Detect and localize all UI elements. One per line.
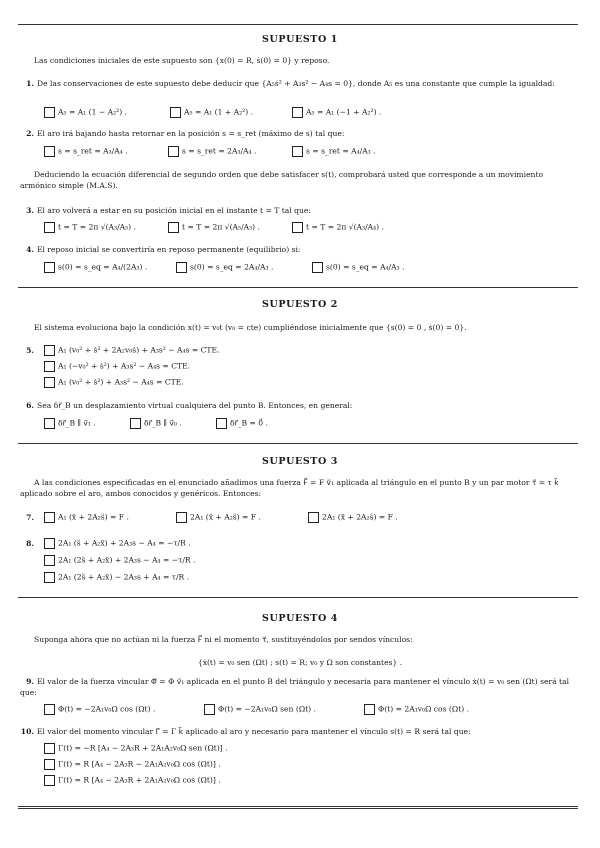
option-text: s(0) = s_eq = A₄/A₃ .: [326, 262, 405, 272]
option-7a[interactable]: [44, 511, 129, 523]
question-number: 7.: [26, 513, 34, 522]
question-number: 6.: [26, 401, 34, 410]
section-divider: [18, 443, 578, 444]
question-text: El valor de la fuerza vincular Φ⃗ = Φ v⃗₁ aplicada en el punto B del triángulo y necesaria para mantener el vínculo ẋ(t) = v₀ sen (Ωt) será tal que:: [20, 677, 570, 697]
option-text: Γ(t) = −R [A₄ − 2A₃R + 2A₁A₂v₀Ω sen (Ωt)] .: [58, 743, 228, 753]
option-6c[interactable]: [216, 417, 268, 429]
question-6: [20, 400, 575, 411]
checkbox[interactable]: [216, 418, 227, 429]
section-intro: El sistema evoluciona bajo la condición x(t) = v₀t (v₀ = cte) cumpliéndose inicialmente que {s(0) = 0 , ṡ(0) = 0}.: [34, 323, 467, 332]
option-text: A₁ (−v₀² + ṡ²) + A₃s² − A₄s = CTE.: [58, 361, 191, 371]
question-number: 1.: [26, 79, 34, 88]
section-divider: [18, 287, 578, 288]
checkbox[interactable]: [292, 107, 303, 118]
checkbox[interactable]: [44, 345, 55, 356]
question-9: [20, 676, 575, 698]
question-number: 9.: [26, 677, 34, 686]
option-2c[interactable]: [292, 145, 376, 157]
option-8a[interactable]: [44, 537, 191, 549]
checkbox[interactable]: [312, 262, 323, 273]
checkbox[interactable]: [176, 262, 187, 273]
option-4b[interactable]: [176, 261, 273, 273]
checkbox[interactable]: [44, 361, 55, 372]
checkbox[interactable]: [168, 222, 179, 233]
checkbox[interactable]: [292, 222, 303, 233]
checkbox[interactable]: [176, 512, 187, 523]
question-10: [20, 726, 575, 737]
option-text: s = s_ret = 2A₃/A₄ .: [182, 146, 257, 156]
section-intro: Las condiciones iniciales de este supuesto son {x(0) = R, ṡ(0) = 0} y reposo.: [34, 56, 330, 65]
question-number: 4.: [26, 245, 34, 254]
question-text: El reposo inicial se convertiría en reposo permanente (equilibrio) si:: [37, 245, 301, 254]
section-divider: [18, 24, 578, 25]
question-1: [20, 78, 575, 89]
section-intro: A las condiciones especificadas en el enunciado añadimos una fuerza F⃗ = F v⃗₁ aplicada al triángulo en el punto B y un par motor τ⃗ = τ k⃗ aplicado sobre el aro, ambos conocidos y genéricos. Entonces:: [20, 478, 559, 498]
question-2: [20, 128, 575, 139]
option-text: A₁ (v₀² + ṡ² + 2A₂v₀ṡ) + A₃s² − A₄s = CTE.: [58, 345, 220, 355]
option-7b[interactable]: [176, 511, 261, 523]
option-text: Φ(t) = 2A₁v₀Ω cos (Ωt) .: [378, 704, 470, 714]
option-text: Γ(t) = R [A₄ − 2A₃R + 2A₁A₂v₀Ω cos (Ωt)] .: [58, 775, 221, 785]
option-text: A₅ = A₁ (−1 + A₂²) .: [306, 107, 382, 117]
option-4a[interactable]: [44, 261, 147, 273]
question-text: El valor del momento vincular Γ⃗ = Γ k⃗ aplicado al aro y necesario para mantener el vínculo s(t) = R será tal que:: [37, 727, 471, 736]
option-text: s = s_ret = A₃/A₄ .: [58, 146, 128, 156]
question-text: El aro irá bajando hasta retornar en la posición s = s_ret (máximo de s) tal que:: [37, 129, 345, 138]
option-3a[interactable]: [44, 221, 136, 233]
checkbox[interactable]: [44, 146, 55, 157]
question-text: Sea δr⃗_B un desplazamiento virtual cualquiera del punto B. Entonces, en general:: [37, 401, 353, 410]
question-number: 5.: [26, 346, 34, 355]
section-divider: [18, 597, 578, 598]
option-10a[interactable]: [44, 742, 228, 754]
option-text: δr⃗_B = 0⃗ .: [230, 418, 268, 428]
checkbox[interactable]: [44, 704, 55, 715]
option-6b[interactable]: [130, 417, 182, 429]
checkbox[interactable]: [44, 512, 55, 523]
option-10c[interactable]: [44, 774, 221, 786]
option-8b[interactable]: [44, 554, 195, 566]
option-text: s(0) = s_eq = A₄/(2A₃) .: [58, 262, 148, 272]
option-9c[interactable]: [364, 703, 469, 715]
option-text: Φ(t) = −2A₁v₀Ω sen (Ωt) .: [218, 704, 316, 714]
question-number: 3.: [26, 206, 34, 215]
option-3b[interactable]: [168, 221, 260, 233]
option-text: Φ(t) = −2A₁v₀Ω cos (Ωt) .: [58, 704, 156, 714]
option-text: 2A₁ (s̈ + A₂ẍ) + 2A₃s − A₄ = −τ/R .: [58, 538, 191, 548]
checkbox[interactable]: [44, 775, 55, 786]
option-4c[interactable]: [312, 261, 405, 273]
checkbox[interactable]: [44, 743, 55, 754]
checkbox[interactable]: [130, 418, 141, 429]
option-5b[interactable]: [44, 360, 190, 372]
option-1b[interactable]: [170, 106, 253, 118]
option-text: t = T = 2π √(A₃/A₅) .: [58, 222, 136, 232]
checkbox[interactable]: [292, 146, 303, 157]
option-text: A₅ = A₁ (1 − A₂²) .: [58, 107, 128, 117]
option-6a[interactable]: [44, 417, 96, 429]
checkbox[interactable]: [364, 704, 375, 715]
option-text: 2A₁ (ẍ + A₂s̈) = F .: [190, 512, 261, 522]
option-10b[interactable]: [44, 758, 221, 770]
option-7c[interactable]: [308, 511, 398, 523]
option-text: 2A₁ (ẍ + 2A₂s̈) = F .: [322, 512, 398, 522]
option-5c[interactable]: [44, 376, 184, 388]
option-text: 2A₁ (2s̈ + A₂ẍ) − 2A₃s + A₄ = τ/R .: [58, 572, 190, 582]
option-text: A₁ (v₀² + ṡ²) + A₃s² − A₄s = CTE.: [58, 377, 184, 387]
question-text: De las conservaciones de este supuesto debe deducir que {A₅ṡ² + A₃s² − A₄s = 0}, donde A₅ es una constante que cumple la igualdad:: [37, 79, 555, 88]
question-number: 8.: [26, 539, 34, 548]
checkbox[interactable]: [44, 555, 55, 566]
option-text: Γ(t) = R [A₄ − 2A₃R − 2A₁A₂v₀Ω cos (Ωt)] .: [58, 759, 221, 769]
section-intro: Suponga ahora que no actúan ni la fuerza F⃗ ni el momento τ⃗, sustituyéndolos por sendos vínculos:: [34, 635, 413, 644]
checkbox[interactable]: [44, 377, 55, 388]
question-number: 10.: [20, 727, 34, 736]
checkbox[interactable]: [44, 538, 55, 549]
section-title: SUPUESTO 2: [262, 299, 338, 310]
checkbox[interactable]: [204, 704, 215, 715]
option-text: t = T = 2π √(A₃/A₄) .: [306, 222, 384, 232]
checkbox[interactable]: [168, 146, 179, 157]
checkbox[interactable]: [44, 107, 55, 118]
option-2a[interactable]: [44, 145, 128, 157]
option-3c[interactable]: [292, 221, 384, 233]
option-8c[interactable]: [44, 571, 189, 583]
option-text: δr⃗_B ∥ v⃗₀ .: [144, 418, 182, 428]
question-3: [20, 205, 575, 216]
checkbox[interactable]: [170, 107, 181, 118]
checkbox[interactable]: [44, 418, 55, 429]
checkbox[interactable]: [44, 222, 55, 233]
option-text: s(0) = s_eq = 2A₄/A₃ .: [190, 262, 274, 272]
question-4: [20, 244, 575, 255]
option-1a[interactable]: [44, 106, 127, 118]
option-text: δr⃗_B ∥ v⃗₁ .: [58, 418, 96, 428]
option-2b[interactable]: [168, 145, 256, 157]
section-title: SUPUESTO 1: [262, 34, 338, 45]
checkbox[interactable]: [44, 759, 55, 770]
section-paragraph: Deduciendo la ecuación diferencial de segundo orden que debe satisfacer s(t), comprobará usted que corresponde a un movimiento armónico simple (M.A.S).: [20, 170, 544, 190]
checkbox[interactable]: [44, 572, 55, 583]
option-5a[interactable]: [44, 344, 219, 356]
question-number: 2.: [26, 129, 34, 138]
question-text: El aro volverá a estar en su posición inicial en el instante t = T tal que:: [37, 206, 311, 215]
checkbox[interactable]: [308, 512, 319, 523]
constraint-equation: {ẋ(t) = v₀ sen (Ωt) ; s(t) = R; v₀ y Ω son constantes} .: [197, 658, 403, 667]
option-9b[interactable]: [204, 703, 316, 715]
page-end-divider: [18, 806, 578, 809]
option-1c[interactable]: [292, 106, 381, 118]
option-text: A₅ = A₁ (1 + A₂²) .: [184, 107, 254, 117]
section-title: SUPUESTO 4: [262, 613, 338, 624]
option-text: 2A₁ (2s̈ + A₂ẍ) + 2A₃s − A₄ = −τ/R .: [58, 555, 196, 565]
checkbox[interactable]: [44, 262, 55, 273]
option-9a[interactable]: [44, 703, 155, 715]
option-text: t = T = 2π √(A₅/A₃) .: [182, 222, 260, 232]
section-title: SUPUESTO 3: [262, 456, 338, 467]
option-text: s = s_ret = A₄/A₃ .: [306, 146, 376, 156]
option-text: A₁ (ẍ + 2A₂s̈) = F .: [58, 512, 129, 522]
